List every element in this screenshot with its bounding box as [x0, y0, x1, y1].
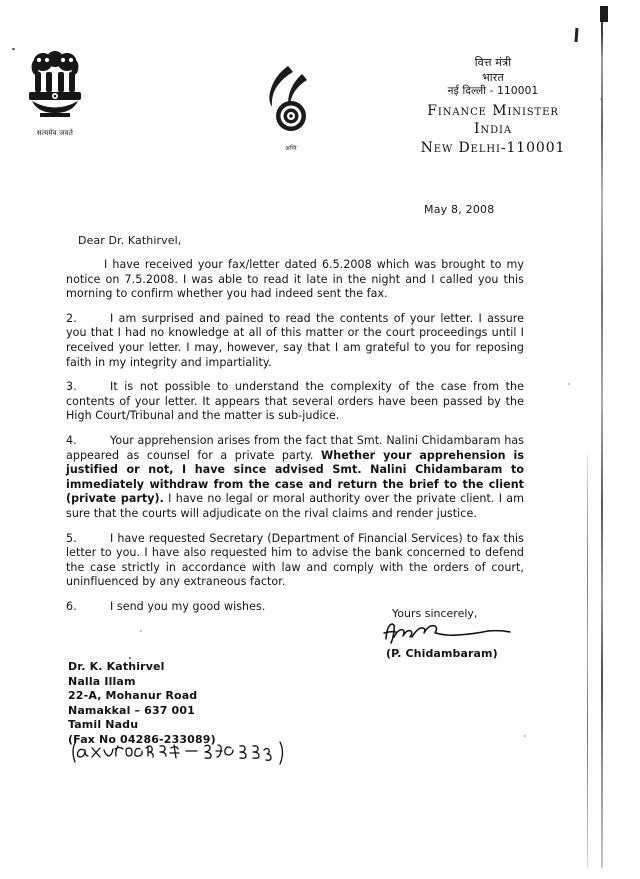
paragraph-3 — [66, 380, 524, 424]
recipient-fax-line: (Fax No 04286-233089) — [68, 732, 216, 746]
scan-speck — [140, 630, 142, 632]
paragraph-4 — [66, 434, 524, 522]
ashoka-lion-capital-emblem — [18, 46, 92, 142]
flame-emblem-caption: अग्नि — [285, 145, 297, 152]
letter-date: May 8, 2008 — [424, 203, 495, 216]
recipient-line-2: Nalla Illam — [68, 674, 136, 688]
paragraph-4-number: 4. — [66, 433, 77, 447]
letterhead-hindi-line-1: वित्त मंत्री — [474, 56, 512, 69]
paragraph-4-bold-directive: Whether your apprehension is justified or not, I have since advised Smt. Nalini Chidambaram to immediately withdraw from the case and return the brief to the client (private party). — [66, 448, 524, 506]
paragraph-5-text: I have requested Secretary (Department of Financial Services) to fax this letter to you. I have also requested him to advise the bank concerned to defend the case strictly in accordance with law and comply with the orders of court, uninfluenced by any extraneous factor. — [66, 531, 524, 589]
letterhead-hindi-line-3: नई दिल्ली - 110001 — [447, 85, 539, 98]
letter-body — [66, 258, 524, 624]
scan-speck — [568, 383, 570, 385]
paragraph-1 — [66, 258, 524, 302]
recipient-line-3: 22-A, Mohanur Road — [68, 689, 198, 703]
paragraph-2 — [66, 312, 524, 370]
handwritten-signature — [380, 617, 530, 649]
recipient-line-1: Dr. K. Kathirvel — [68, 660, 165, 673]
handwritten-fax-annotation — [70, 740, 290, 766]
letterhead-address — [398, 56, 588, 157]
paragraph-5-number: 5. — [66, 531, 77, 545]
paragraph-6-text: I send you my good wishes. — [110, 599, 266, 613]
paragraph-3-text: It is not possible to understand the complexity of the case from the contents of your letter. It appears that several orders have been passed by the High Court/Tribunal and the matter is sub-judice. — [66, 380, 524, 423]
recipient-line-4: Namakkal – 637 001 — [68, 703, 195, 717]
signer-name: (P. Chidambaram) — [386, 647, 498, 660]
scan-speck — [12, 48, 15, 50]
paragraph-6-number: 6. — [66, 599, 77, 613]
flame-swirl-emblem — [258, 62, 324, 152]
letterhead-english-line-2: India — [474, 121, 512, 138]
closing-salutation: Yours sincerely, — [392, 607, 478, 620]
paragraph-1-text: I have received your fax/letter dated 6.5.2008 which was brought to my notice on 7.5.2008. I was able to read it late in the night and I called you this morning to confirm whether you had indeed sent the fax. — [66, 258, 524, 301]
paragraph-2-text: I am surprised and pained to read the contents of your letter. I assure you that I had no knowledge at all of this matter or the court proceedings until I received your letter. I may, however, say that I am grateful to you for reposing faith in my integrity and impartiality. — [66, 311, 524, 369]
letterhead-english-line-3: New Delhi-110001 — [420, 139, 566, 156]
scan-block-artifact — [600, 6, 608, 22]
recipient-address — [68, 660, 216, 748]
paragraph-2-number: 2. — [66, 311, 77, 325]
scan-speck — [600, 98, 602, 100]
scan-edge-artifact-right — [601, 8, 603, 868]
recipient-line-5: Tamil Nadu — [68, 718, 139, 732]
paragraph-3-number: 3. — [66, 380, 77, 394]
scan-tick-artifact — [575, 28, 579, 42]
salutation: Dear Dr. Kathirvel, — [78, 234, 182, 247]
paragraph-4-text-before-bold: Your apprehension arises from the fact that Smt. Nalini Chidambaram has appeared as counsel for a private party. — [66, 433, 524, 462]
emblem-motto: सत्यमेव जयते — [36, 129, 74, 137]
paragraph-4-text-after-bold: I have no legal or moral authority over the private client. I am sure that the courts will adjudicate on the rival claims and render justice. — [66, 492, 524, 520]
letterhead-hindi-line-2: भारत — [482, 70, 504, 84]
scan-edge-artifact-inner — [587, 455, 588, 867]
scan-speck — [129, 657, 131, 659]
scan-speck — [524, 735, 526, 737]
paragraph-5 — [66, 532, 524, 590]
letterhead-english-line-1: Finance Minister — [427, 102, 559, 119]
